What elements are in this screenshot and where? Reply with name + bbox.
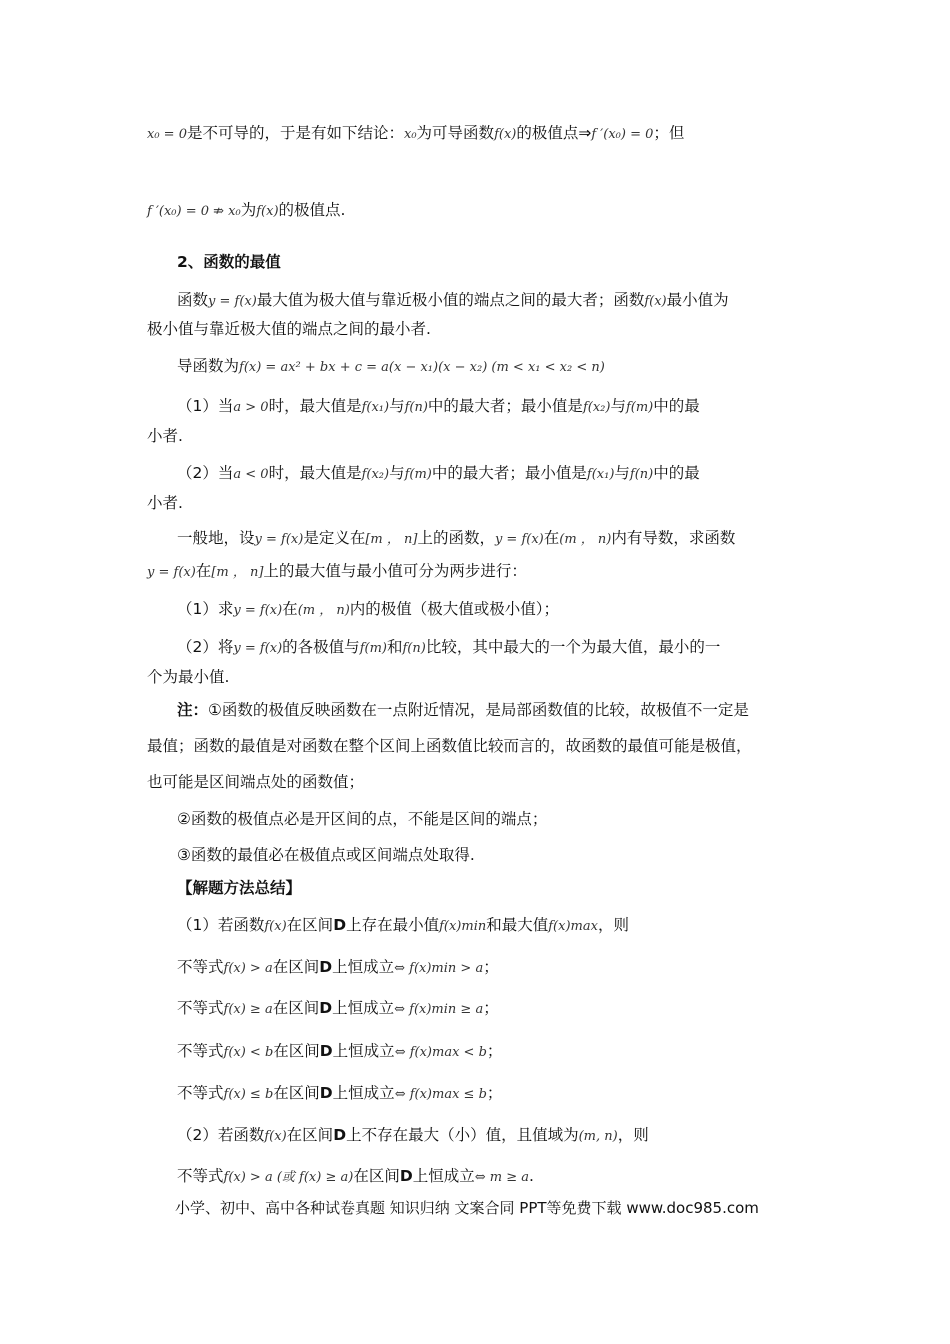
text-line: [147, 735, 950, 757]
text-span: 是不可导的，于是有如下结论：: [186, 124, 404, 142]
text-span: 中的最: [653, 397, 700, 415]
math-expression: f(x₂): [361, 467, 390, 482]
text-span: 在: [282, 600, 298, 618]
text-span: 在区间: [272, 999, 320, 1017]
text-line: [177, 877, 950, 899]
text-line: [177, 527, 950, 551]
text-line: [147, 560, 950, 584]
text-span: 也可能是区间端点处的函数值；: [147, 773, 365, 791]
text-line: [177, 1124, 950, 1148]
math-expression: f(x) ≤ b: [223, 1087, 274, 1102]
bold-text: D: [399, 1167, 413, 1185]
text-span: 导函数为: [177, 357, 240, 375]
text-span: 在区间: [286, 1126, 334, 1144]
text-line: [177, 956, 950, 980]
text-span: （1）若函数: [177, 916, 265, 934]
math-expression: ⇔ m ≥ a: [474, 1170, 529, 1185]
math-expression: x₀ = 0: [147, 127, 187, 142]
text-span: 函数: [177, 291, 209, 309]
text-span: 上恒成立: [332, 999, 395, 1017]
math-expression: f ′(x₀) = 0: [591, 127, 654, 142]
text-span: 在: [543, 529, 560, 547]
text-span: 一般地，设: [177, 529, 255, 547]
bold-text: D: [333, 916, 347, 934]
math-expression: f(x): [494, 127, 517, 142]
text-span: 小者.: [147, 494, 183, 512]
text-line: [177, 1040, 950, 1064]
math-expression: ⇔ f(x)max ≤ b: [394, 1087, 487, 1102]
footer-text: 小学、初中、高中各种试卷真题 知识归纳 文案合同 PPT等免费下载 www.doc985.com: [175, 1199, 759, 1217]
text-span: 最小值为: [666, 291, 729, 309]
text-line: [177, 699, 950, 721]
math-expression: f(x): [264, 1129, 287, 1144]
text-span: 不等式: [177, 999, 224, 1017]
math-expression: a > 0: [233, 400, 269, 415]
math-expression: y = f(x): [494, 532, 544, 547]
text-line: [177, 251, 950, 273]
math-expression: f(m): [625, 400, 654, 415]
bold-text: D: [319, 1084, 333, 1102]
text-span: 上恒成立: [412, 1167, 475, 1185]
math-expression: f(n): [404, 400, 428, 415]
text-span: 和: [386, 638, 403, 656]
math-expression: (m ， n): [559, 532, 612, 547]
text-line: [177, 462, 950, 486]
text-span: 在区间: [272, 958, 320, 976]
text-span: .: [529, 1167, 534, 1185]
text-line: [177, 1165, 950, 1189]
text-span: 不等式: [177, 1042, 224, 1060]
math-expression: f(x) ≥ a: [223, 1002, 273, 1017]
math-expression: ⇔ f(x)min > a: [394, 961, 484, 976]
math-expression: f(x): [644, 294, 667, 309]
text-line: [147, 771, 950, 793]
math-expression: f(x) > a (或 f(x) ≥ a): [223, 1170, 354, 1185]
text-span: 在区间: [273, 1084, 320, 1102]
text-span: 小者.: [147, 427, 183, 445]
math-expression: f(x) < b: [223, 1045, 274, 1060]
text-span: 与: [389, 464, 405, 482]
text-span: 不等式: [177, 1084, 224, 1102]
text-span: 的极值点⇒: [516, 124, 592, 142]
text-line: [177, 1082, 950, 1106]
text-span: （1）当: [177, 397, 234, 415]
text-line: [147, 122, 950, 146]
text-line: [177, 844, 950, 866]
text-span: 上恒成立: [332, 1042, 395, 1060]
math-expression: f(x₁): [361, 400, 390, 415]
bold-text: D: [319, 999, 333, 1017]
text-span: 时，最大值是: [268, 464, 362, 482]
math-expression: f(x): [264, 919, 287, 934]
text-line: [177, 289, 950, 313]
text-span: 在: [195, 562, 212, 580]
text-span: 在区间: [273, 1042, 320, 1060]
text-span: ；: [486, 1042, 503, 1060]
math-expression: f(n): [629, 467, 654, 482]
text-span: 的极值点.: [278, 201, 346, 219]
text-line: [147, 318, 950, 340]
text-span: ；: [483, 958, 499, 976]
math-expression: f(m): [404, 467, 432, 482]
text-line: [147, 666, 950, 688]
bold-text: D: [333, 1126, 347, 1144]
text-span: ；: [486, 1084, 503, 1102]
text-line: [177, 808, 950, 830]
text-span: ③函数的最值必在极值点或区间端点处取得.: [177, 846, 475, 864]
text-span: 上恒成立: [332, 958, 395, 976]
text-span: 与: [610, 397, 626, 415]
text-line: [177, 355, 950, 379]
math-expression: y = f(x): [208, 294, 257, 309]
text-span: ①函数的极值反映函数在一点附近情况，是局部函数值的比较，故极值不一定是: [208, 701, 749, 719]
text-span: 内有导数，求函数: [611, 529, 736, 547]
math-expression: f(n): [402, 641, 426, 656]
math-expression: x₀: [404, 127, 417, 142]
text-line: [177, 914, 950, 938]
math-expression: f(x)max: [548, 919, 598, 934]
text-span: 的各极值与: [282, 638, 360, 656]
math-expression: f(x) > a: [223, 961, 273, 976]
bold-text: 注：: [177, 701, 209, 719]
text-span: 在区间: [286, 916, 334, 934]
text-span: 比较，其中最大的一个为最大值，最小的一: [425, 638, 721, 656]
text-span: 不等式: [177, 1167, 224, 1185]
math-expression: f(x)min: [439, 919, 487, 934]
text-span: 极小值与靠近极大值的端点之间的最小者.: [147, 320, 431, 338]
text-span: ，则: [597, 916, 629, 934]
text-span: 和最大值: [486, 916, 549, 934]
text-span: （2）将: [177, 638, 234, 656]
text-span: 最值；函数的最值是对函数在整个区间上函数值比较而言的，故函数的最值可能是极值，: [147, 737, 752, 755]
text-span: 上存在最小值: [346, 916, 440, 934]
bold-text: D: [319, 1042, 333, 1060]
math-expression: y = f(x): [254, 532, 304, 547]
text-span: 上不存在最大（小）值，且值域为: [346, 1126, 579, 1144]
text-line: [147, 425, 950, 447]
text-span: 在区间: [353, 1167, 400, 1185]
text-span: 最大值为极大值与靠近极小值的端点之间的最大者；函数: [256, 291, 645, 309]
text-span: ；但: [653, 124, 685, 142]
math-expression: f ′(x₀) = 0 ⇏ x₀: [147, 204, 241, 219]
math-expression: a < 0: [233, 467, 269, 482]
text-span: （2）当: [177, 464, 234, 482]
bold-text: 2、函数的最值: [177, 253, 281, 271]
math-expression: f(x₂): [582, 400, 611, 415]
text-span: ；: [483, 999, 499, 1017]
text-span: 中的最大者；最小值是: [427, 397, 583, 415]
text-line: [177, 636, 950, 660]
text-span: 不等式: [177, 958, 224, 976]
text-span: （1）求: [177, 600, 234, 618]
text-line: [177, 598, 950, 622]
text-span: 是定义在: [303, 529, 366, 547]
text-span: ②函数的极值点必是开区间的点，不能是区间的端点；: [177, 810, 548, 828]
math-expression: f(x₁): [586, 467, 615, 482]
text-span: 上的最大值与最小值可分为两步进行：: [263, 562, 527, 580]
math-expression: [m ， n]: [211, 565, 264, 580]
math-expression: f(x) = ax² + bx + c = a(x − x₁)(x − x₂) (m < x₁ < x₂ < n): [239, 360, 605, 375]
text-span: 为: [240, 201, 257, 219]
text-span: 与: [389, 397, 405, 415]
bold-text: D: [319, 958, 333, 976]
math-expression: (m, n): [578, 1129, 618, 1144]
math-expression: f(m): [359, 641, 387, 656]
math-expression: (m ， n): [297, 603, 350, 618]
text-span: 与: [614, 464, 630, 482]
text-line: [177, 395, 950, 419]
math-expression: ⇔ f(x)max < b: [394, 1045, 487, 1060]
text-line: [177, 997, 950, 1021]
math-expression: y = f(x): [147, 565, 196, 580]
text-line: [147, 199, 950, 223]
text-span: 内的极值（极大值或极小值）；: [349, 600, 560, 618]
bold-text: 【解题方法总结】: [177, 879, 302, 897]
text-span: 时，最大值是: [268, 397, 362, 415]
math-expression: f(x): [256, 204, 279, 219]
text-span: 中的最: [653, 464, 700, 482]
text-span: 上恒成立: [332, 1084, 395, 1102]
text-span: 上的函数，: [417, 529, 495, 547]
text-span: 个为最小值.: [147, 668, 230, 686]
math-expression: [m ， n]: [365, 532, 418, 547]
text-span: ，则: [617, 1126, 649, 1144]
text-span: （2）若函数: [177, 1126, 265, 1144]
math-expression: y = f(x): [233, 603, 283, 618]
math-expression: y = f(x): [233, 641, 283, 656]
text-span: 为可导函数: [416, 124, 495, 142]
text-span: 中的最大者；最小值是: [431, 464, 587, 482]
math-expression: ⇔ f(x)min ≥ a: [394, 1002, 484, 1017]
text-line: [147, 492, 950, 514]
